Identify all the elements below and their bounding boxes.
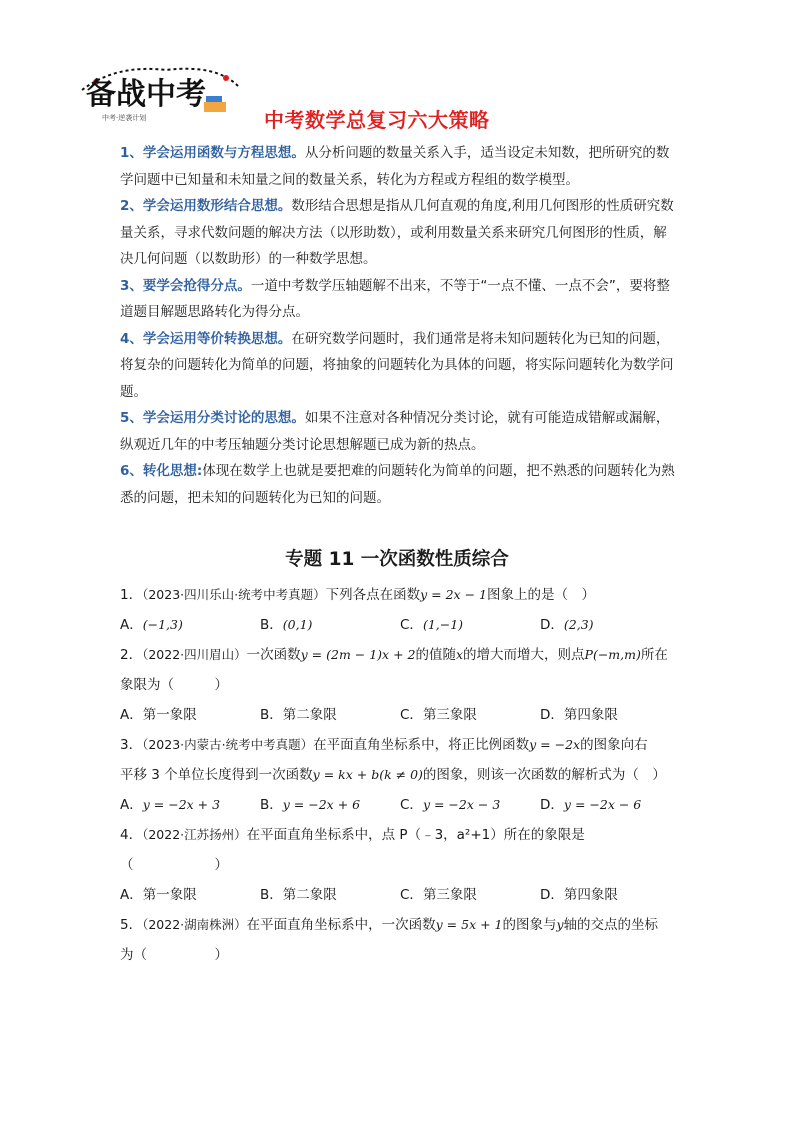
question-3	[120, 730, 690, 790]
logo-graphic	[76, 60, 244, 126]
question-text: 为（ ）	[120, 947, 228, 963]
question-text: 在平面直角坐标系中，一次函数	[246, 917, 436, 933]
option-a	[120, 700, 260, 730]
formula: y = 2x − 1	[420, 587, 487, 602]
question-number: 4．	[120, 827, 143, 843]
logo-text: 备战中考	[86, 77, 206, 112]
option-label: A．	[120, 707, 143, 723]
option-value: 第一象限	[142, 887, 197, 903]
option-value: y = −2x + 6	[282, 797, 361, 812]
strategy-body: 数形结合思想是指从几何直观的角度,利用几何图形的性质研究数量关系，寻求代数问题的解决方法（以形助数），或利用数量关系来研究几何图形的性质，解决几何问题（以数助形）的一种数学思想。	[120, 198, 674, 267]
option-label: D．	[540, 887, 564, 903]
question-list	[120, 580, 690, 970]
option-value: 第二象限	[282, 887, 337, 903]
question-text: （ ）	[120, 857, 228, 873]
option-label: D．	[540, 707, 564, 723]
strategy-body: 如果不注意对各种情况分类讨论，就有可能造成错解或漏解，纵观近几年的中考压轴题分类讨论思想解题已成为新的热点。	[120, 410, 670, 453]
question-1	[120, 580, 690, 610]
option-label: C．	[400, 887, 423, 903]
question-text: 在平面直角坐标系中，将正比例函数	[313, 737, 530, 753]
question-source: （2022·江苏扬州）	[142, 827, 247, 842]
question-source: （2022·四川眉山）	[142, 647, 247, 662]
options-row	[120, 700, 690, 730]
question-5	[120, 910, 690, 970]
option-value: 第三象限	[422, 707, 477, 723]
strategy-lead: 2、学会运用数形结合思想。	[120, 198, 292, 214]
option-label: A．	[120, 617, 143, 633]
formula: y	[556, 917, 564, 932]
question-number: 1．	[120, 587, 143, 603]
strategy-lead: 4、学会运用等价转换思想。	[120, 330, 292, 347]
option-d	[540, 880, 680, 910]
option-value: 第三象限	[422, 887, 477, 903]
question-text: 一次函数	[246, 647, 301, 663]
strategy-item	[120, 326, 680, 406]
formula: y = 5x + 1	[435, 917, 503, 932]
option-d	[540, 700, 680, 730]
strategy-lead: 1、学会运用函数与方程思想。	[120, 145, 305, 161]
question-number: 3．	[120, 737, 143, 753]
question-text: 的图象与	[502, 917, 557, 933]
strategy-item	[120, 140, 680, 193]
question-2	[120, 640, 690, 700]
formula: P(−m,m)	[584, 647, 641, 662]
question-4	[120, 820, 690, 880]
option-b	[260, 880, 400, 910]
options-row	[120, 790, 690, 820]
option-c	[400, 880, 540, 910]
formula: y = kx + b(k ≠ 0)	[312, 767, 423, 782]
option-value: (1,−1)	[422, 617, 464, 632]
option-label: B．	[260, 887, 283, 903]
question-text: 在平面直角坐标系中，点 P（﹣3，a²+1）所在的象限是	[246, 827, 585, 843]
option-c	[400, 790, 540, 820]
question-text: 平移 3 个单位长度得到一次函数	[120, 767, 313, 783]
option-label: B．	[260, 797, 283, 813]
option-label: D．	[540, 797, 564, 813]
strategy-item	[120, 193, 680, 273]
formula: y = −2x	[529, 737, 581, 752]
question-text: 的图象向右	[580, 737, 648, 753]
option-c	[400, 610, 540, 640]
option-value: 第二象限	[282, 707, 337, 723]
option-label: C．	[400, 707, 423, 723]
option-b	[260, 610, 400, 640]
option-value: 第一象限	[142, 707, 197, 723]
option-a	[120, 610, 260, 640]
question-text: 下列各点在函数	[325, 587, 421, 603]
question-source: （2023·内蒙古·统考中考真题）	[142, 737, 314, 752]
option-value: (−1,3)	[142, 617, 183, 632]
formula: y = (2m − 1)x + 2	[300, 647, 416, 662]
option-b	[260, 790, 400, 820]
option-value: y = −2x − 3	[422, 797, 501, 812]
strategy-item	[120, 458, 680, 511]
strategy-body: 体现在数学上也就是要把难的问题转化为简单的问题，把不熟悉的问题转化为熟悉的问题，把未知的问题转化为已知的问题。	[120, 463, 675, 506]
option-label: A．	[120, 887, 143, 903]
strategy-body: 从分析问题的数量关系入手，适当设定未知数，把所研究的数学问题中已知量和未知量之间的数量关系，转化为方程或方程组的数学模型。	[120, 145, 670, 188]
options-row	[120, 610, 690, 640]
strategy-item	[120, 273, 680, 326]
strategy-lead: 5、学会运用分类讨论的思想。	[120, 410, 305, 426]
options-row	[120, 880, 690, 910]
option-value: y = −2x − 6	[563, 797, 642, 812]
strategy-list	[120, 140, 680, 511]
option-d	[540, 790, 680, 820]
option-a	[120, 880, 260, 910]
option-label: C．	[400, 797, 423, 813]
option-label: C．	[400, 617, 423, 633]
formula: x	[455, 647, 464, 662]
question-text: 象限为（ ）	[120, 677, 228, 693]
option-c	[400, 700, 540, 730]
question-text: 图象上的是（ ）	[486, 587, 595, 603]
option-label: D．	[540, 617, 564, 633]
question-text: 所在	[640, 647, 668, 663]
strategy-lead: 6、转化思想:	[120, 463, 203, 479]
question-number: 2．	[120, 647, 143, 663]
option-value: (0,1)	[282, 617, 313, 632]
question-text: 的值随	[415, 647, 456, 663]
option-label: B．	[260, 707, 283, 723]
option-value: (2,3)	[563, 617, 594, 632]
strategy-lead: 3、要学会抢得分点。	[120, 277, 251, 294]
question-source: （2022·湖南株洲）	[142, 917, 247, 932]
option-value: 第四象限	[563, 707, 618, 723]
option-label: B．	[260, 617, 283, 633]
question-text: 轴的交点的坐标	[563, 917, 659, 933]
main-title: 中考数学总复习六大策略	[264, 108, 490, 132]
option-label: A．	[120, 797, 143, 813]
question-text: 的图象，则该一次函数的解析式为（ ）	[422, 767, 666, 783]
option-b	[260, 700, 400, 730]
strategy-item	[120, 405, 680, 458]
logo-subtext: 中考·逆袭计划	[102, 114, 147, 122]
option-d	[540, 610, 680, 640]
question-source: （2023·四川乐山·统考中考真题）	[142, 587, 326, 602]
logo	[76, 60, 244, 126]
option-value: 第四象限	[563, 887, 618, 903]
option-a	[120, 790, 260, 820]
strategy-body: 一道中考数学压轴题解不出来，不等于“一点不懂、一点不会”，要将整道题目解题思路转化为得分点。	[120, 277, 670, 320]
option-value: y = −2x + 3	[142, 797, 221, 812]
question-text: 的增大而增大，则点	[463, 647, 585, 663]
strategy-body: 在研究数学问题时，我们通常是将未知问题转化为已知的问题，将复杂的问题转化为简单的问题，将抽象的问题转化为具体的问题，将实际问题转化为数学问题。	[120, 330, 674, 400]
section-title: 专题 11 一次函数性质综合	[285, 549, 509, 570]
question-number: 5．	[120, 917, 143, 933]
